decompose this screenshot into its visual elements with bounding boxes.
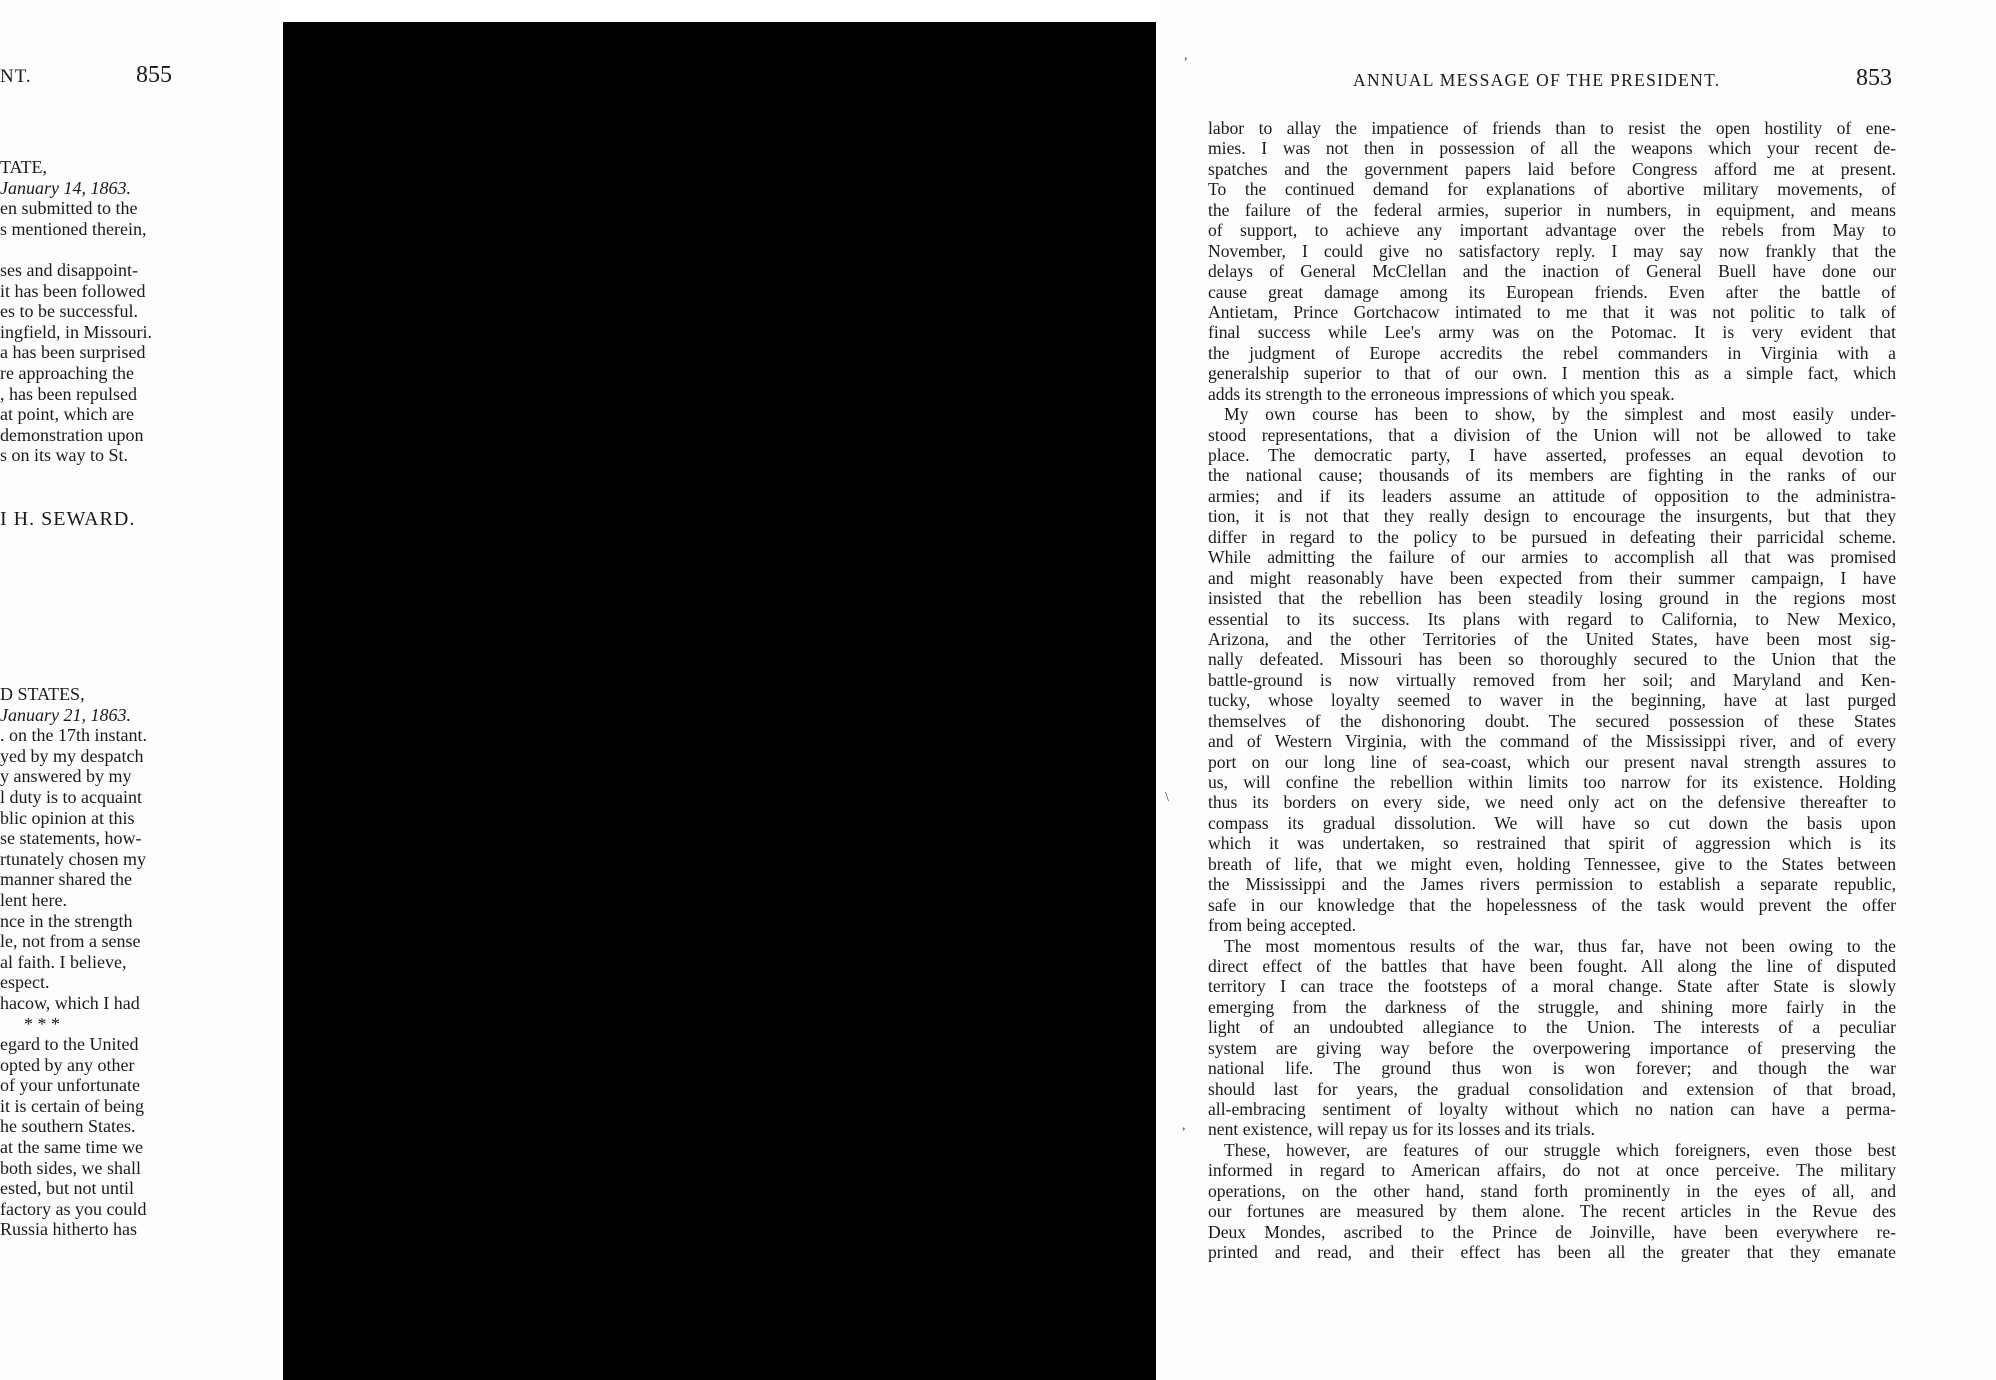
left-line: nce in the strength	[0, 910, 133, 931]
text-line: the Mississippi and the James rivers permission to establish a separate republic,	[1208, 874, 1896, 895]
text-line: battle-ground is now virtually removed from her soil; and Maryland and Ken-	[1208, 669, 1896, 690]
text-line: November, I could give no satisfactory reply. I may say now frankly that the	[1208, 240, 1896, 261]
text-line: port on our long line of sea-coast, which our present naval strength assures to	[1208, 751, 1896, 772]
text-line: thus its borders on every side, we need only act on the defensive thereafter to	[1208, 792, 1896, 813]
left-line: ingfield, in Missouri.	[0, 321, 152, 342]
stray-mark: \	[1165, 790, 1169, 805]
left-line: January 14, 1863.	[0, 177, 131, 198]
left-header-prefix: NT.	[0, 66, 32, 87]
left-page-number: 855	[136, 62, 172, 88]
left-line: factory as you could	[0, 1198, 147, 1219]
left-line: it is certain of being	[0, 1095, 144, 1116]
redacted-black-area	[283, 22, 1156, 1380]
text-line: The most momentous results of the war, thus far, have not been owing to the	[1224, 935, 1896, 956]
right-page	[1158, 0, 1996, 1380]
text-line: These, however, are features of our struggle which foreigners, even those best	[1224, 1139, 1896, 1160]
text-line: the national cause; thousands of its members are fighting in the ranks of our	[1208, 465, 1896, 486]
left-line: hacow, which I had	[0, 992, 140, 1013]
left-line: re approaching the	[0, 362, 134, 383]
left-text-block-2	[0, 684, 147, 1240]
left-line: TATE,	[0, 157, 48, 177]
text-line: and of Western Virginia, with the command of the Mississippi river, and of every	[1208, 731, 1896, 752]
text-line: printed and read, and their effect has been all the greater that they emanate	[1208, 1242, 1896, 1263]
text-line: system are giving way before the overpowering importance of preserving the	[1208, 1037, 1896, 1058]
left-line: January 21, 1863.	[0, 704, 131, 725]
left-line: l duty is to acquaint	[0, 786, 142, 807]
text-line: Deux Mondes, ascribed to the Prince de Joinville, have been everywhere re-	[1208, 1221, 1896, 1242]
text-line: place. The democratic party, I have asserted, professes an equal devotion to	[1208, 445, 1896, 465]
text-line: all-embracing sentiment of loyalty without which no nation can have a perma-	[1208, 1099, 1896, 1119]
text-line: which it was undertaken, so restrained that spirit of aggression which is its	[1208, 833, 1896, 854]
left-text-block-1	[0, 157, 152, 466]
left-line: of your unfortunate	[0, 1075, 140, 1096]
text-line: of support, to achieve any important advantage over the rebels from May to	[1208, 220, 1896, 241]
text-line: essential to its success. Its plans with regard to California, to New Mexico,	[1208, 608, 1896, 629]
text-line: nally defeated. Missouri has been so thoroughly secured to the Union that the	[1208, 649, 1896, 670]
text-line: My own course has been to show, by the simplest and most easily under-	[1224, 404, 1896, 425]
left-line: at the same time we	[0, 1137, 143, 1158]
left-line: en submitted to the	[0, 198, 138, 219]
text-line: informed in regard to American affairs, do not at once perceive. The military	[1208, 1160, 1896, 1181]
left-line: rtunately chosen my	[0, 848, 146, 869]
left-line: es to be successful.	[0, 301, 138, 322]
left-line: he southern States.	[0, 1116, 136, 1137]
text-line: breath of life, that we might even, holding Tennessee, give to the States between	[1208, 853, 1896, 874]
left-page	[0, 0, 280, 1380]
text-line: cause great damage among its European friends. Even after the battle of	[1208, 281, 1896, 302]
text-line: emerging from the darkness of the struggle, and shining more fairly in the	[1208, 996, 1896, 1017]
text-line: generalship superior to that of our own. I mention this as a simple fact, which	[1208, 363, 1896, 384]
right-page-number: 853	[1856, 65, 1892, 91]
left-line: Russia hitherto has	[0, 1219, 137, 1240]
text-line: mies. I was not then in possession of all the weapons which your recent de-	[1208, 138, 1896, 159]
text-line: operations, on the other hand, stand forth prominently in the eyes of all, and	[1208, 1180, 1896, 1201]
left-line: y answered by my	[0, 766, 132, 787]
text-line: tucky, whose loyalty seemed to waver in the beginning, have at last purged	[1208, 690, 1896, 711]
left-line: a has been surprised	[0, 342, 146, 363]
asterisk-divider: * * *	[24, 1013, 60, 1034]
text-line: final success while Lee's army was on the Potomac. It is very evident that	[1208, 322, 1896, 343]
left-line: ested, but not until	[0, 1178, 134, 1199]
left-line: yed by my despatch	[0, 745, 144, 766]
left-line: le, not from a sense	[0, 931, 141, 952]
text-line: labor to allay the impatience of friends than to resist the open hostility of ene-	[1208, 118, 1896, 138]
left-line: manner shared the	[0, 869, 132, 890]
text-line: from being accepted.	[1208, 915, 1357, 936]
text-line: While admitting the failure of our armies to accomplish all that was promised	[1208, 547, 1896, 568]
text-line: and might reasonably have been expected from their summer campaign, I have	[1208, 567, 1896, 588]
body-text	[1208, 118, 1896, 1263]
left-line: . on the 17th instant.	[0, 725, 147, 746]
text-line: national life. The ground thus won is won forever; and though the war	[1208, 1058, 1896, 1079]
text-line: spatches and the government papers laid before Congress afford me at present.	[1208, 158, 1896, 179]
left-line: ses and disappoint-	[0, 259, 138, 280]
text-line: armies; and if its leaders assume an attitude of opposition to the administra-	[1208, 485, 1896, 506]
text-line: stood representations, that a division of the Union will not be allowed to take	[1208, 424, 1896, 445]
text-line: tion, it is not that they really design to encourage the insurgents, but that they	[1208, 506, 1896, 527]
left-line: , has been repulsed	[0, 383, 137, 404]
left-line: both sides, we shall	[0, 1157, 141, 1178]
text-line: territory I can trace the footsteps of a moral change. State after State is slowly	[1208, 976, 1896, 997]
left-line: se statements, how-	[0, 828, 142, 849]
text-line: the failure of the federal armies, superior in numbers, in equipment, and means	[1208, 199, 1896, 220]
text-line: our fortunes are measured by them alone. The recent articles in the Revue des	[1208, 1201, 1896, 1222]
left-line: blic opinion at this	[0, 807, 135, 828]
running-head-title: ANNUAL MESSAGE OF THE PRESIDENT.	[1353, 70, 1721, 90]
left-line: opted by any other	[0, 1054, 135, 1075]
text-line: direct effect of the battles that have been fought. All along the line of disputed	[1208, 955, 1896, 976]
text-line: should last for years, the gradual consolidation and extension of that broad,	[1208, 1078, 1896, 1099]
text-line: nent existence, will repay us for its losses and its trials.	[1208, 1119, 1595, 1140]
stray-mark: ,	[1182, 1118, 1186, 1133]
text-line: light of an undoubted allegiance to the Union. The interests of a peculiar	[1208, 1017, 1896, 1038]
text-line: themselves of the dishonoring doubt. The secured possession of these States	[1208, 710, 1896, 731]
text-line: delays of General McClellan and the inaction of General Buell have done our	[1208, 261, 1896, 282]
text-line: insisted that the rebellion has been steadily losing ground in the regions most	[1208, 588, 1896, 609]
left-line: lent here.	[0, 889, 67, 910]
left-line: espect.	[0, 972, 50, 993]
text-line: compass its gradual dissolution. We will have so cut down the basis upon	[1208, 812, 1896, 833]
left-line: egard to the United	[0, 1034, 139, 1055]
text-line: safe in our knowledge that the hopelessness of the task would prevent the offer	[1208, 894, 1896, 915]
text-line: us, will confine the rebellion within limits too narrow for its existence. Holding	[1208, 772, 1896, 792]
text-line: To the continued demand for explanations of abortive military movements, of	[1208, 179, 1896, 200]
left-line: demonstration upon	[0, 424, 144, 445]
left-line: s mentioned therein,	[0, 218, 147, 239]
text-line: adds its strength to the erroneous impressions of which you speak.	[1208, 383, 1675, 404]
stray-mark: ,	[1184, 48, 1188, 63]
signature-line: I H. SEWARD.	[0, 508, 136, 530]
text-line: Antietam, Prince Gortchacow intimated to me that it was not politic to talk of	[1208, 301, 1896, 322]
text-line: Arizona, and the other Territories of the United States, have been most sig-	[1208, 628, 1896, 649]
left-line: it has been followed	[0, 280, 146, 301]
text-line: differ in regard to the policy to be pursued in defeating their parricidal scheme.	[1208, 526, 1896, 547]
left-line	[0, 239, 152, 260]
left-line: D STATES,	[0, 684, 85, 704]
text-line: the judgment of Europe accredits the rebel commanders in Virginia with a	[1208, 342, 1896, 363]
left-line: s on its way to St.	[0, 445, 129, 466]
left-line: al faith. I believe,	[0, 951, 127, 972]
left-line: at point, which are	[0, 404, 134, 425]
